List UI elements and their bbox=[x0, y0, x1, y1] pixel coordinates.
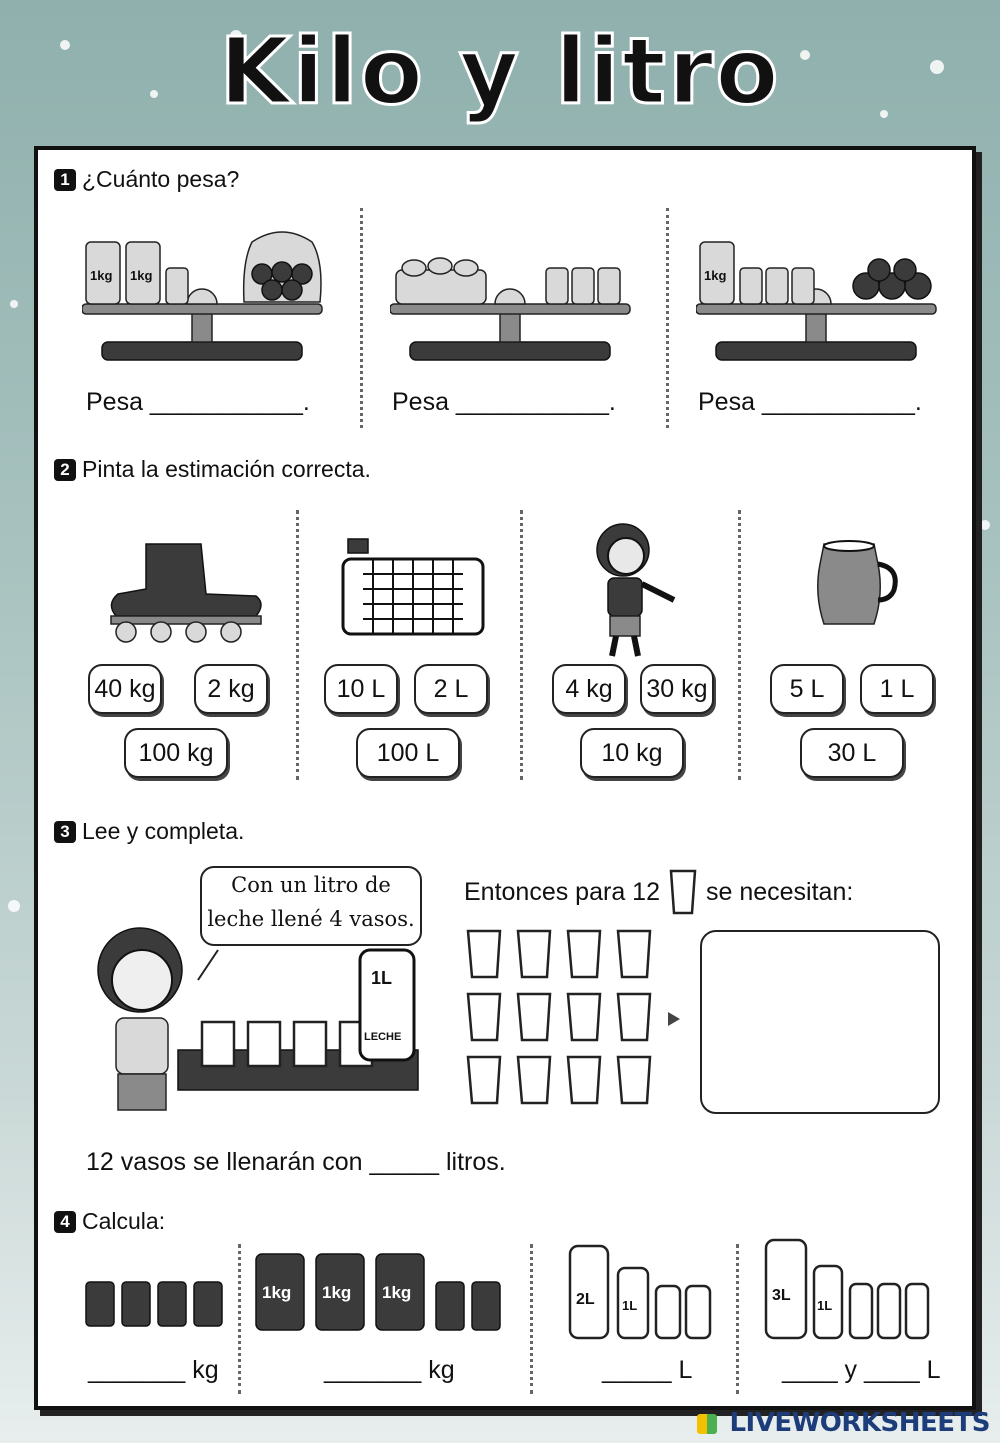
bottle-label: 1L bbox=[371, 968, 393, 988]
answer-blank-2[interactable]: Pesa ___________. bbox=[392, 388, 616, 416]
footer-brand bbox=[697, 1408, 990, 1438]
glasses-grid bbox=[466, 926, 676, 1116]
divider bbox=[520, 510, 523, 780]
snow-dot bbox=[8, 900, 20, 912]
divider bbox=[736, 1244, 739, 1394]
footer-text: LIVEWORKSHEETS bbox=[729, 1408, 990, 1438]
prompt-after: se necesitan: bbox=[705, 877, 854, 906]
scale-dial bbox=[187, 289, 217, 304]
scale-illustration bbox=[696, 212, 966, 372]
bottles-3L bbox=[760, 1226, 950, 1342]
kg-weights bbox=[252, 1240, 522, 1340]
weight-half-kg bbox=[546, 268, 568, 304]
scale-stand bbox=[192, 312, 212, 342]
bottle-label: 3L bbox=[772, 1287, 791, 1304]
bottle-label: 1L bbox=[817, 1298, 833, 1313]
option-10L[interactable]: 10 L bbox=[324, 664, 398, 714]
divider bbox=[296, 510, 299, 780]
option-1L[interactable]: 1 L bbox=[860, 664, 934, 714]
section-number: 3 bbox=[54, 821, 76, 843]
scale-illustration bbox=[390, 212, 660, 372]
boy-illustration bbox=[578, 520, 688, 660]
option-30L[interactable]: 30 L bbox=[800, 728, 904, 778]
option-10kg[interactable]: 10 kg bbox=[580, 728, 684, 778]
bottles-2L bbox=[564, 1232, 724, 1342]
answer-kg-2[interactable]: _______ kg bbox=[324, 1356, 455, 1384]
answer-box[interactable] bbox=[700, 930, 940, 1114]
section-title: Calcula: bbox=[82, 1208, 166, 1234]
roller-skate-illustration bbox=[106, 534, 276, 644]
section-title: ¿Cuánto pesa? bbox=[82, 166, 240, 192]
option-5L[interactable]: 5 L bbox=[770, 664, 844, 714]
option-2kg[interactable]: 2 kg bbox=[194, 664, 268, 714]
section-number: 1 bbox=[54, 169, 76, 191]
bottle-brand: LECHE bbox=[364, 1031, 402, 1043]
answer-blank-3[interactable]: Pesa ___________. bbox=[698, 388, 922, 416]
half-kg-weights bbox=[82, 1260, 232, 1340]
divider bbox=[238, 1244, 241, 1394]
section-number: 4 bbox=[54, 1211, 76, 1233]
sentence-3[interactable]: 12 vasos se llenarán con _____ litros. bbox=[86, 1148, 506, 1176]
option-100kg[interactable]: 100 kg bbox=[124, 728, 228, 778]
answer-L-2[interactable]: ____ y ____ L bbox=[782, 1356, 941, 1384]
snow-dot bbox=[10, 300, 18, 308]
section-number: 2 bbox=[54, 459, 76, 481]
speech-line-2: leche llené 4 vasos. bbox=[207, 907, 415, 931]
option-40kg[interactable]: 40 kg bbox=[88, 664, 162, 714]
scale-illustration bbox=[82, 212, 352, 372]
bathtub-illustration bbox=[328, 534, 498, 644]
weight-half-kg bbox=[166, 268, 188, 304]
snow-dot bbox=[980, 520, 990, 530]
scale-base bbox=[102, 342, 302, 360]
weight-label: 1kg bbox=[130, 268, 153, 283]
weight-label: 1kg bbox=[382, 1283, 412, 1302]
answer-blank-1[interactable]: Pesa ___________. bbox=[86, 388, 310, 416]
option-2L[interactable]: 2 L bbox=[414, 664, 488, 714]
glass-icon bbox=[668, 868, 698, 916]
option-30kg[interactable]: 30 kg bbox=[640, 664, 714, 714]
brand-logo-icon bbox=[697, 1414, 717, 1434]
section-2-heading bbox=[54, 456, 371, 483]
bottle-label: 1L bbox=[622, 1298, 638, 1313]
jug-illustration bbox=[804, 534, 904, 634]
answer-kg-1[interactable]: _______ kg bbox=[88, 1356, 219, 1384]
scale-plate bbox=[82, 304, 322, 314]
divider bbox=[738, 510, 741, 780]
weight-label: 1kg bbox=[262, 1283, 292, 1302]
section-1-heading bbox=[54, 166, 239, 193]
weight-half-kg bbox=[740, 268, 762, 304]
weight-half-kg bbox=[598, 268, 620, 304]
prompt-before: Entonces para 12 bbox=[464, 877, 660, 906]
page-title: Kilo y litro bbox=[219, 18, 781, 125]
arrow-right-icon bbox=[668, 1012, 680, 1026]
section-4-heading bbox=[54, 1208, 165, 1235]
speech-line-1: Con un litro de bbox=[231, 873, 391, 897]
section-title: Lee y completa. bbox=[82, 818, 245, 844]
weight-label: 1kg bbox=[704, 268, 727, 283]
option-4kg[interactable]: 4 kg bbox=[552, 664, 626, 714]
weight-half-kg bbox=[766, 268, 788, 304]
weight-label: 1kg bbox=[322, 1283, 352, 1302]
answer-L-1[interactable]: _____ L bbox=[602, 1356, 693, 1384]
bottle-label: 2L bbox=[576, 1291, 595, 1308]
weight-half-kg bbox=[572, 268, 594, 304]
milk-bottle bbox=[360, 950, 414, 1060]
option-100L[interactable]: 100 L bbox=[356, 728, 460, 778]
section-3-heading bbox=[54, 818, 244, 845]
boy-with-glasses-illustration bbox=[78, 910, 428, 1130]
divider bbox=[360, 208, 363, 428]
divider bbox=[530, 1244, 533, 1394]
prompt-line bbox=[464, 868, 894, 916]
weight-half-kg bbox=[792, 268, 814, 304]
divider bbox=[666, 208, 669, 428]
section-title: Pinta la estimación correcta. bbox=[82, 456, 371, 482]
worksheet bbox=[34, 146, 976, 1410]
weight-label: 1kg bbox=[90, 268, 113, 283]
